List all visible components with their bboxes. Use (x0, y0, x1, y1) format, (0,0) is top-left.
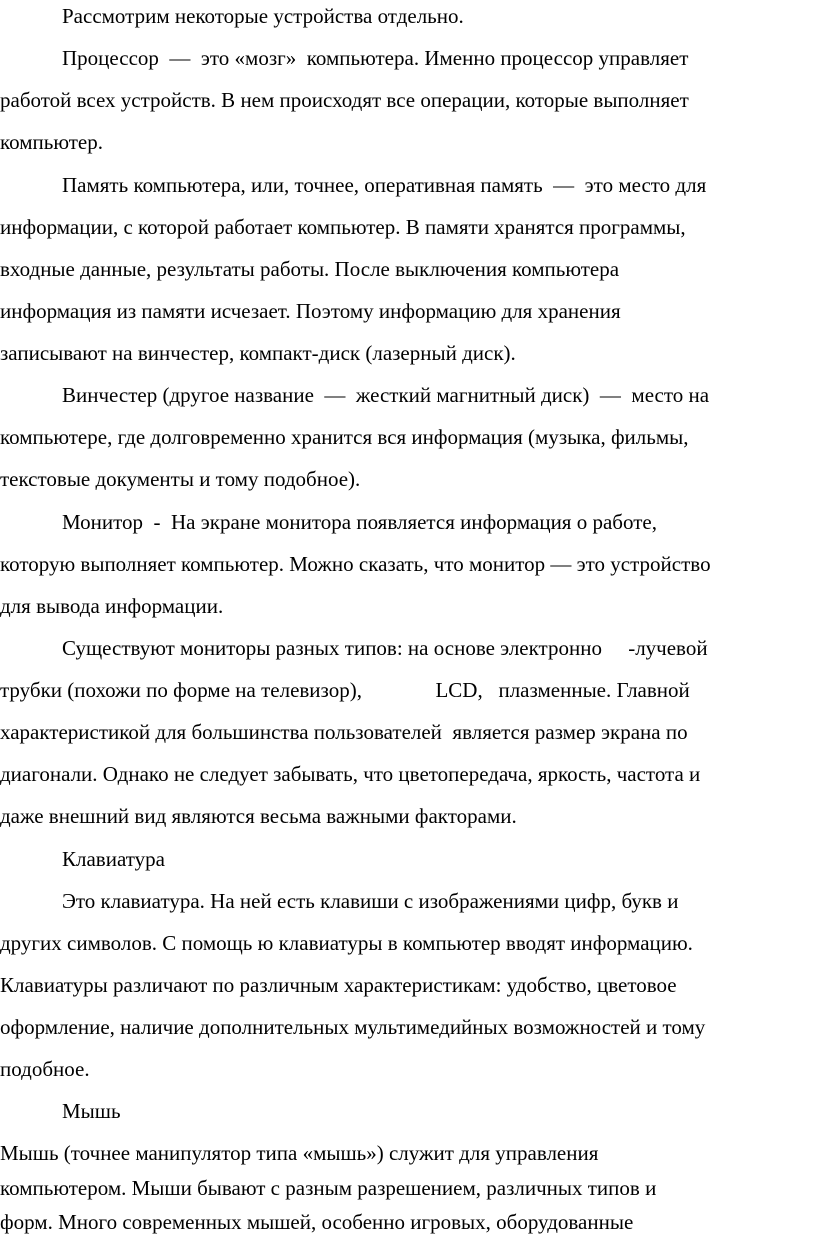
section-heading: Мышь (62, 1099, 121, 1123)
text-line: компьютером. Мыши бывают с разным разрешением, различных типов и (0, 1176, 657, 1200)
text-line: Это клавиатура. На ней есть клавиши с изображениями цифр, букв и (62, 889, 679, 913)
text-line: форм. Много современных мышей, особенно игровых, оборудованные (0, 1210, 634, 1234)
text-line: Рассмотрим некоторые устройства отдельно. (62, 4, 464, 28)
section-heading: Клавиатура (62, 847, 165, 871)
text-line: других символов. С помощь ю клавиатуры в компьютер вводят информацию. (0, 931, 693, 955)
text-line: даже внешний вид являются весьма важными факторами. (0, 804, 517, 828)
text-line: Существуют мониторы разных типов: на основе электронно -лучевой (62, 636, 708, 660)
text-line: записывают на винчестер, компакт-диск (лазерный диск). (0, 341, 516, 365)
text-line: Память компьютера, или, точнее, оперативная память — это место для (62, 173, 707, 197)
text-line: информация из памяти исчезает. Поэтому информацию для хранения (0, 299, 621, 323)
text-line: которую выполняет компьютер. Можно сказать, что монитор — это устройство (0, 552, 711, 576)
text-line: информации, с которой работает компьютер. В памяти хранятся программы, (0, 215, 686, 239)
text-line: компьютере, где долговременно хранится вся информация (музыка, фильмы, (0, 425, 689, 449)
text-line: Клавиатуры различают по различным характеристикам: удобство, цветовое (0, 973, 677, 997)
text-line: входные данные, результаты работы. После выключения компьютера (0, 257, 620, 281)
text-line: текстовые документы и тому подобное). (0, 467, 361, 491)
text-line: компьютер. (0, 130, 104, 154)
text-line: Монитор - На экране монитора появляется информация о работе, (62, 510, 657, 534)
text-line: Процессор — это «мозг» компьютера. Именно процессор управляет (62, 46, 689, 70)
text-line: оформление, наличие дополнительных мультимедийных возможностей и тому (0, 1015, 706, 1039)
text-line: трубки (похожи по форме на телевизор), LCD, плазменные. Главной (0, 678, 690, 702)
text-line: для вывода информации. (0, 594, 224, 618)
text-line: характеристикой для большинства пользователей является размер экрана по (0, 720, 688, 744)
text-line: диагонали. Однако не следует забывать, что цветопередача, яркость, частота и (0, 762, 701, 786)
text-line: подобное. (0, 1057, 90, 1081)
text-line: работой всех устройств. В нем происходят все операции, которые выполняет (0, 88, 689, 112)
text-line: Винчестер (другое название — жесткий магнитный диск) — место на (62, 383, 710, 407)
text-line: Мышь (точнее манипулятор типа «мышь») служит для управления (0, 1141, 599, 1165)
